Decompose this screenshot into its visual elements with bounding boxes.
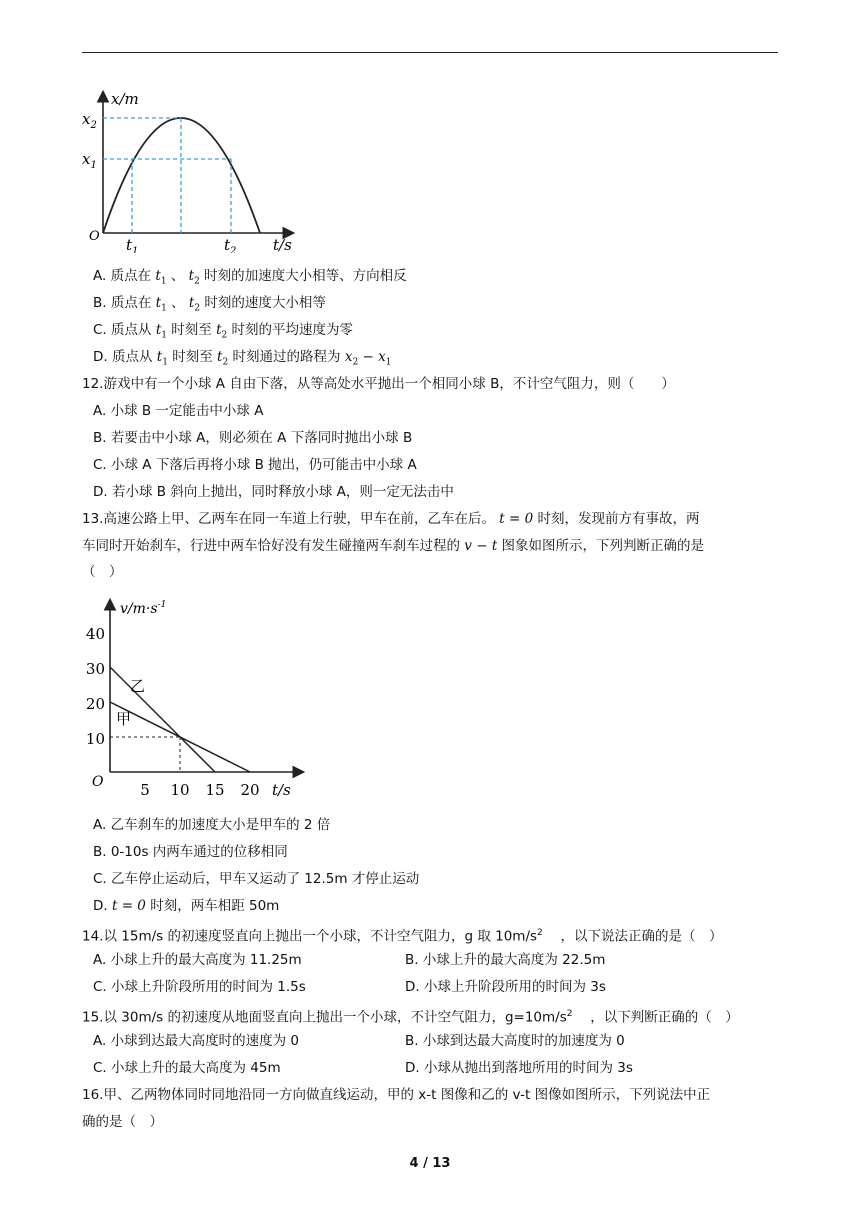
q14-stem: 14.以 15m/s 的初速度竖直向上抛出一个小球，不计空气阻力，g 取 $10m/s^2$ ，以下说法正确的是（ ）	[82, 928, 723, 945]
vt-y-label: $v/m\cdot s^{-1}$	[120, 600, 167, 617]
header-rule	[82, 52, 778, 53]
xt-x2-label: $x_2$	[82, 110, 97, 131]
q13-option-b: B. 0-10s 内两车通过的位移相同	[93, 844, 288, 860]
xt-x1-label: $x_1$	[82, 150, 97, 171]
q13-option-a: A. 乙车刹车的加速度大小是甲车的 2 倍	[93, 817, 331, 833]
q15-stem: 15.以 30m/s 的初速度从地面竖直向上抛出一个小球，不计空气阻力，$g=10m/s^2$ ，以下判断正确的（ ）	[82, 1009, 739, 1026]
q13-stem-line3: （ ）	[82, 564, 123, 580]
q11-option-b: B. 质点在 $t_1$ 、 $t_2$ 时刻的速度大小相等	[93, 295, 326, 314]
q11-option-d: D. 质点从 $t_1$ 时刻至 $t_2$ 时刻通过的路程为 $x_2 - x_1$	[93, 349, 392, 368]
q14-option-a: A. 小球上升的最大高度为 11.25m	[93, 952, 302, 968]
q12-option-b: B. 若要击中小球 A，则必须在 A 下落同时抛出小球 B	[93, 430, 413, 446]
vt-ytick-20: 20	[85, 695, 105, 713]
page-number: 4 / 13	[409, 1156, 451, 1171]
q14-option-d: D. 小球上升阶段所用的时间为 3s	[405, 979, 606, 995]
q14-option-b: B. 小球上升的最大高度为 22.5m	[405, 952, 606, 968]
q13-stem-line2: 车同时开始刹车，行进中两车恰好没有发生碰撞两车刹车过程的 v − t 图象如图所示，下列判断正确的是	[82, 538, 705, 554]
vt-ytick-30: 30	[85, 660, 105, 678]
q15-option-b: B. 小球到达最大高度时的加速度为 0	[405, 1033, 625, 1049]
vt-x-label: t/s	[272, 781, 291, 799]
q11-option-c: C. 质点从 $t_1$ 时刻至 $t_2$ 时刻的平均速度为零	[93, 322, 354, 341]
vt-origin-label: O	[92, 774, 104, 790]
xt-graph	[80, 88, 310, 253]
vt-graph	[80, 595, 320, 810]
q16-stem-line1: 16.甲、乙两物体同时同地沿同一方向做直线运动，甲的 x-t 图像和乙的 v-t 图像如图所示，下列说法中正	[82, 1087, 711, 1103]
vt-label-yi: 乙	[130, 677, 146, 695]
q12-stem: 12.游戏中有一个小球 A 自由下落，从等高处水平抛出一个相同小球 B，不计空气阻力，则（ ）	[82, 376, 675, 392]
q13-option-d: D. t = 0 时刻，两车相距 50m	[93, 898, 280, 914]
xt-origin-label: O	[89, 229, 100, 244]
q13-stem-line1: 13.高速公路上甲、乙两车在同一车道上行驶，甲车在前，乙车在后。 t = 0 时刻，发现前方有事故，两	[82, 511, 700, 527]
vt-ytick-10: 10	[85, 730, 105, 748]
q13-option-c: C. 乙车停止运动后，甲车又运动了 12.5m 才停止运动	[93, 871, 420, 887]
vt-xtick-15: 15	[205, 781, 225, 799]
q15-option-d: D. 小球从抛出到落地所用的时间为 3s	[405, 1060, 633, 1076]
q12-option-a: A. 小球 B 一定能击中小球 A	[93, 403, 264, 419]
q15-option-a: A. 小球到达最大高度时的速度为 0	[93, 1033, 299, 1049]
q14-option-c: C. 小球上升阶段所用的时间为 1.5s	[93, 979, 306, 995]
xt-x-label: t/s	[273, 236, 292, 253]
vt-xtick-10: 10	[170, 781, 190, 799]
xt-t1-label: $t_1$	[126, 236, 139, 253]
q15-option-c: C. 小球上升的最大高度为 45m	[93, 1060, 281, 1076]
vt-label-jia: 甲	[116, 710, 132, 728]
vt-ytick-40: 40	[85, 625, 105, 643]
q12-option-c: C. 小球 A 下落后再将小球 B 抛出，仍可能击中小球 A	[93, 457, 417, 473]
vt-xtick-20: 20	[240, 781, 260, 799]
q16-stem-line2: 确的是（ ）	[82, 1114, 163, 1130]
vt-xtick-5: 5	[140, 781, 150, 799]
xt-t2-label: $t_2$	[224, 236, 237, 253]
q12-option-d: D. 若小球 B 斜向上抛出，同时释放小球 A，则一定无法击中	[93, 484, 454, 500]
xt-y-label: x/m	[111, 90, 139, 108]
q11-option-a: A. 质点在 $t_1$ 、 $t_2$ 时刻的加速度大小相等、方向相反	[93, 268, 407, 287]
